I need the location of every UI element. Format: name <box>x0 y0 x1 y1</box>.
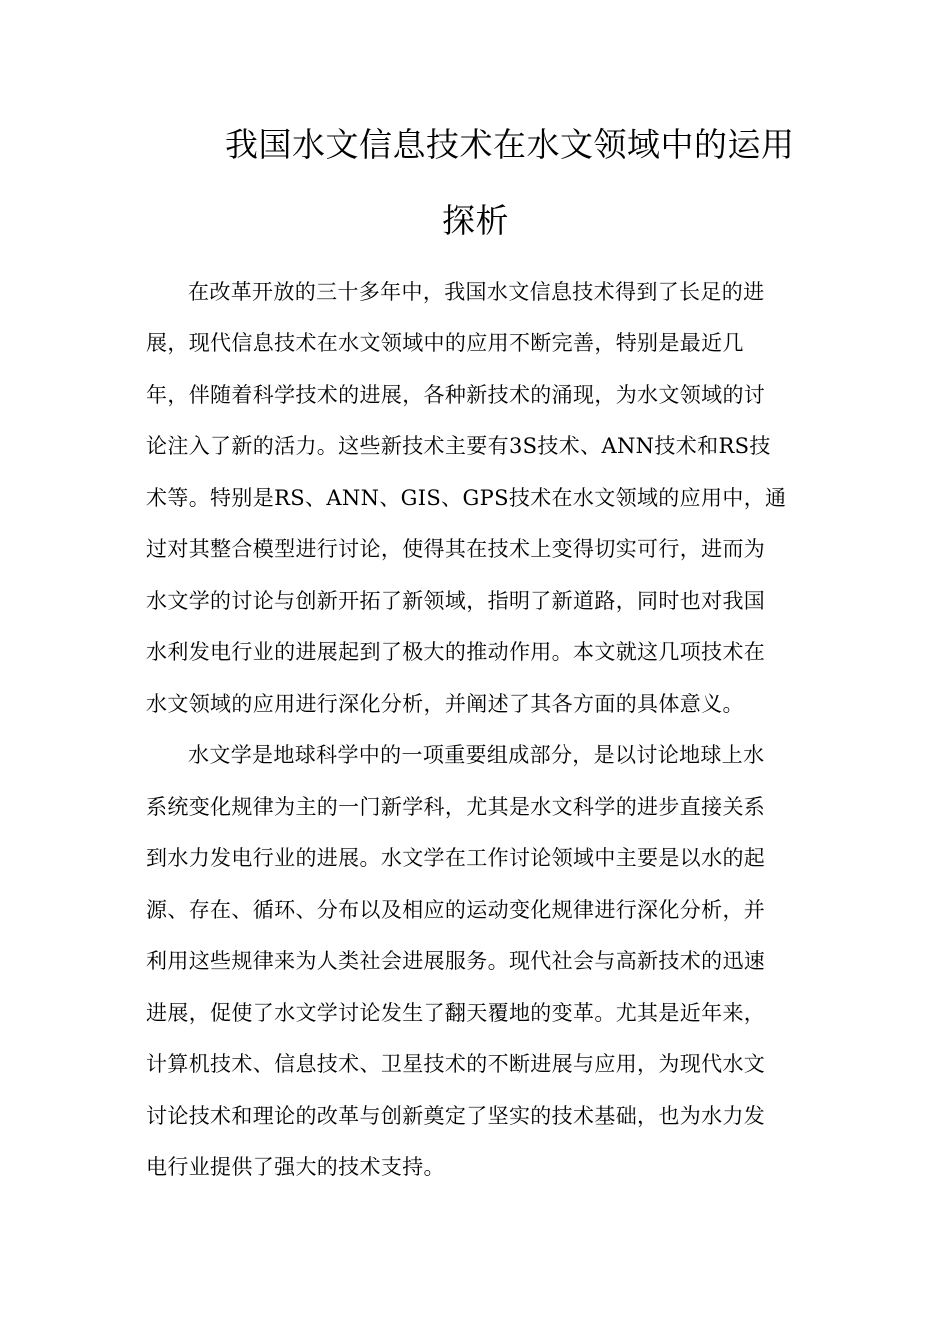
paragraph-1-line-3: 年，伴随着科学技术的进展，各种新技术的涌现，为水文领域的讨 <box>146 383 766 407</box>
paragraph-2-line-2: 系统变化规律为主的一门新学科，尤其是水文科学的进步直接关系 <box>146 795 766 819</box>
paragraph-1-line-7: 水文学的讨论与创新开拓了新领域，指明了新道路，同时也对我国 <box>146 589 766 613</box>
paragraph-2-line-8: 讨论技术和理论的改革与创新奠定了坚实的技术基础，也为水力发 <box>146 1104 766 1128</box>
paragraph-2-line-4: 源、存在、循环、分布以及相应的运动变化规律进行深化分析，并 <box>146 898 766 922</box>
paragraph-1-line-2: 展，现代信息技术在水文领域中的应用不断完善，特别是最近几 <box>146 331 744 355</box>
paragraph-2-line-1: 水文学是地球科学中的一项重要组成部分，是以讨论地球上水 <box>188 743 765 767</box>
document-title-line-2: 探析 <box>442 201 509 240</box>
paragraph-2-line-6: 进展，促使了水文学讨论发生了翻天覆地的变革。尤其是近年来， <box>146 1001 766 1025</box>
paragraph-2-line-9: 电行业提供了强大的技术支持。 <box>146 1155 445 1179</box>
paragraph-2-line-3: 到水力发电行业的进展。水文学在工作讨论领域中主要是以水的起 <box>146 846 766 870</box>
paragraph-1-line-4: 论注入了新的活力。这些新技术主要有3S技术、ANN技术和RS技 <box>146 434 771 458</box>
paragraph-1-line-8: 水利发电行业的进展起到了极大的推动作用。本文就这几项技术在 <box>146 640 766 664</box>
paragraph-1-line-5: 术等。特别是RS、ANN、GIS、GPS技术在水文领域的应用中，通 <box>146 486 787 510</box>
paragraph-2-line-7: 计算机技术、信息技术、卫星技术的不断进展与应用，为现代水文 <box>146 1052 766 1076</box>
document-title-line-1: 我国水文信息技术在水文领域中的运用 <box>225 125 795 164</box>
paragraph-1-line-9: 水文领域的应用进行深化分析，并阐述了其各方面的具体意义。 <box>146 692 744 716</box>
paragraph-2-line-5: 利用这些规律来为人类社会进展服务。现代社会与高新技术的迅速 <box>146 949 766 973</box>
paragraph-1-line-6: 过对其整合模型进行讨论，使得其在技术上变得切实可行，进而为 <box>146 537 766 561</box>
paragraph-1-line-1: 在改革开放的三十多年中，我国水文信息技术得到了长足的进 <box>188 280 765 304</box>
